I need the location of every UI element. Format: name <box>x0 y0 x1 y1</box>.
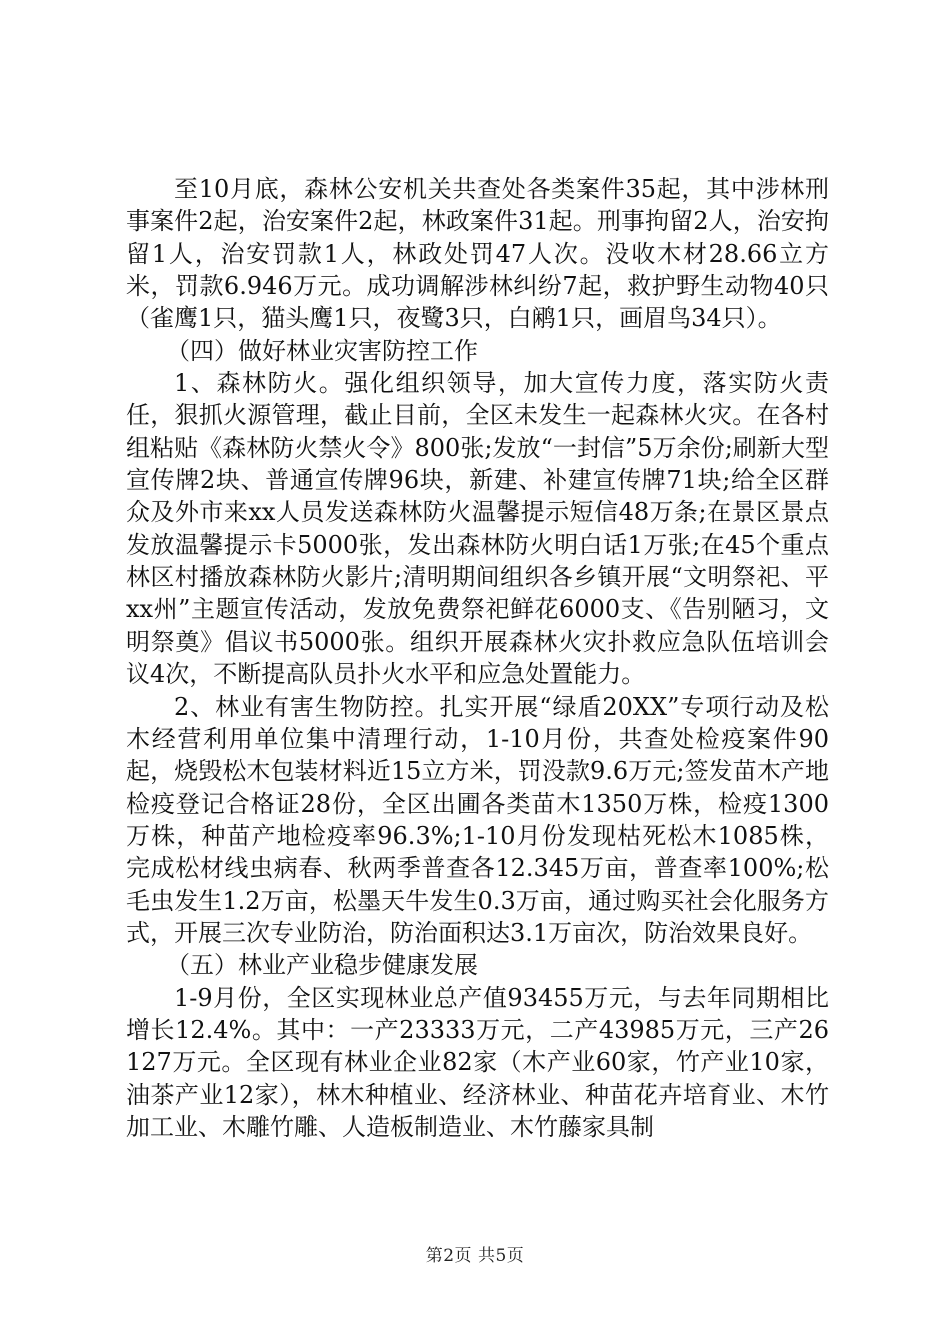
page-number-footer: 第2页 共5页 <box>425 1246 525 1266</box>
document-body <box>126 173 829 1143</box>
section-heading-forestry-industry: （五）林业产业稳步健康发展 <box>166 951 478 980</box>
paragraph-case-statistics: 至10月底，森林公安机关共查处各类案件35起，其中涉林刑事案件2起，治安案件2起，林政案件31起。刑事拘留2人，治安拘留1人，治安罚款1人，林政处罚47人次。没收木材28.66立方米，罚款6.946万元。成功调解涉林纠纷7起，救护野生动物40只（雀鹰1只，猫头鹰1只，夜鹭3只，白鹇1只，画眉鸟34只）。 <box>126 175 829 333</box>
paragraph-industry-output: 1-9月份，全区实现林业总产值93455万元，与去年同期相比增长12.4%。其中：一产23333万元，二产43985万元，三产26127万元。全区现有林业企业82家（木产业60家，竹产业10家，油茶产业12家），林木种植业、经济林业、种苗花卉培育业、木竹加工业、木雕竹雕、人造板制造业、木竹藤家具制 <box>126 983 829 1141</box>
section-heading-disaster-prevention: （四）做好林业灾害防控工作 <box>166 336 478 365</box>
paragraph-pest-control: 2、林业有害生物防控。扎实开展“绿盾20XX”专项行动及松木经营利用单位集中清理行动，1-10月份，共查处检疫案件90起，烧毁松木包装材料近15立方米，罚没款9.6万元;签发苗木产地检疫登记合格证28份，全区出圃各类苗木1350万株，检疫1300万株，种苗产地检疫率96.3%;1-10月份发现枯死松木1085株，完成松材线虫病春、秋两季普查各12.345万亩，普查率100%;松毛虫发生1.2万亩，松墨天牛发生0.3万亩，通过购买社会化服务方式，开展三次专业防治，防治面积达3.1万亩次，防治效果良好。 <box>126 692 829 947</box>
paragraph-forest-fire-prevention: 1、森林防火。强化组织领导，加大宣传力度，落实防火责任，狠抓火源管理，截止目前，全区未发生一起森林火灾。在各村组粘贴《森林防火禁火令》800张;发放“一封信”5万余份;刷新大型宣传牌2块、普通宣传牌96块，新建、补建宣传牌71块;给全区群众及外市来xx人员发送森林防火温馨提示短信48万条;在景区景点发放温馨提示卡5000张，发出森林防火明白话1万张;在45个重点林区村播放森林防火影片;清明期间组织各乡镇开展“文明祭祀、平xx州”主题宣传活动，发放免费祭祀鲜花6000支、《告别陋习，文明祭奠》倡议书5000张。组织开展森林火灾扑救应急队伍培训会议4次，不断提高队员扑火水平和应急处置能力。 <box>126 369 829 689</box>
